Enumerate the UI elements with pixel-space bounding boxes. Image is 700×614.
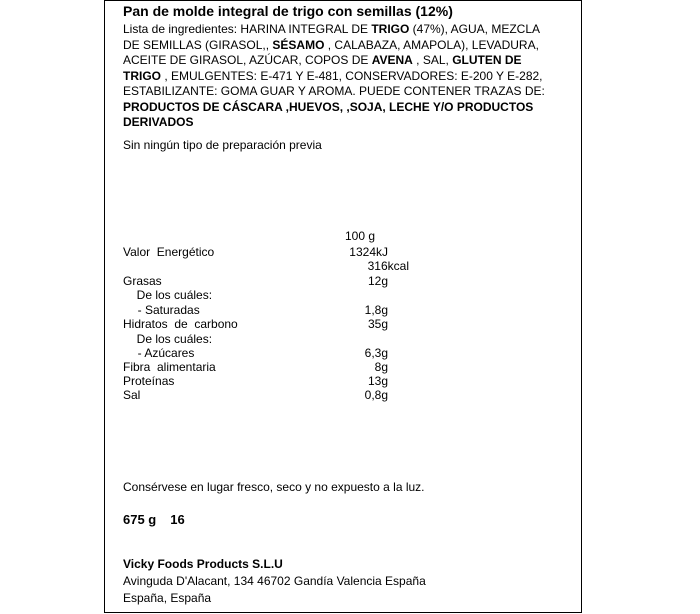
ingredients-text: , SAL, — [412, 53, 453, 67]
preparation-text: Sin ningún tipo de preparación previa — [123, 138, 322, 152]
weight-amount: 675 g — [123, 512, 157, 527]
nutrition-value: 316kcal — [367, 259, 409, 273]
unit-count: 16 — [170, 512, 185, 527]
company-name: Vicky Foods Products S.L.U — [123, 557, 283, 571]
nutrition-value: 0,8g — [364, 388, 388, 402]
allergen-text: TRIGO — [123, 68, 161, 83]
nutrition-label: Valor Energético — [123, 245, 215, 259]
nutrition-label: Grasas — [123, 274, 162, 288]
nutrition-value: 1,8g — [364, 303, 388, 317]
nutrition-label: Proteínas — [123, 374, 175, 388]
net-weight — [123, 512, 185, 528]
ingredients-line-7 — [123, 115, 578, 131]
ingredients-line-3 — [123, 53, 578, 69]
allergen-text: TRIGO — [371, 22, 410, 36]
allergen-text: GLUTEN DE — [452, 53, 522, 67]
nutrition-per-header: 100 g — [345, 229, 376, 243]
ingredients-text: (47%), AGUA, MEZCLA — [409, 22, 541, 36]
company-address: Avinguda D'Alacant, 134 46702 Gandía Valencia España — [123, 574, 426, 588]
company-country: España, España — [123, 591, 212, 605]
nutrition-value: 6,3g — [364, 346, 388, 360]
ingredients-text: , EMULGENTES: E-471 Y E-481, CONSERVADORES: E-200 Y E-282, — [161, 68, 543, 83]
nutrition-value: 13g — [367, 374, 388, 388]
ingredients-line-1 — [123, 22, 578, 38]
allergen-text: DERIVADOS — [123, 115, 194, 129]
ingredients-line-2 — [123, 38, 578, 54]
nutrition-label: - Saturadas — [131, 303, 200, 317]
ingredients-block — [123, 22, 578, 131]
nutrition-label: De los cuáles: — [130, 332, 213, 346]
nutrition-value: 1324kJ — [349, 245, 388, 259]
nutrition-label: Fibra alimentaria — [123, 360, 216, 374]
nutrition-value: 35g — [367, 317, 388, 331]
ingredients-text: Lista de ingredientes: HARINA INTEGRAL DE — [123, 22, 372, 36]
ingredients-text: ESTABILIZANTE: GOMA GUAR Y AROMA. PUEDE CONTENER TRAZAS DE: — [123, 84, 545, 98]
product-title: Pan de molde integral de trigo con semillas (12%) — [123, 3, 453, 19]
ingredients-text: , CALABAZA, AMAPOLA), LEVADURA, — [324, 37, 539, 52]
ingredients-line-5 — [123, 84, 578, 100]
nutrition-value: 12g — [367, 274, 388, 288]
allergen-text: SÉSAMO — [272, 37, 325, 52]
nutrition-label: Hidratos de carbono — [123, 317, 238, 331]
ingredients-text: ACEITE DE GIRASOL, AZÚCAR, COPOS DE — [123, 53, 372, 67]
nutrition-label: - Azúcares — [131, 346, 195, 360]
nutrition-label: Sal — [123, 388, 141, 402]
ingredients-line-6 — [123, 100, 578, 116]
storage-instructions: Consérvese en lugar fresco, seco y no expuesto a la luz. — [123, 480, 425, 494]
nutrition-label: De los cuáles: — [130, 288, 213, 302]
ingredients-text: DE SEMILLAS (GIRASOL,, — [123, 37, 273, 52]
ingredients-line-4 — [123, 69, 578, 85]
allergen-text: AVENA — [371, 53, 413, 67]
nutrition-value: 8g — [374, 360, 388, 374]
allergen-text: PRODUCTOS DE CÁSCARA ,HUEVOS, ,SOJA, LECHE Y/O PRODUCTOS — [123, 99, 534, 114]
